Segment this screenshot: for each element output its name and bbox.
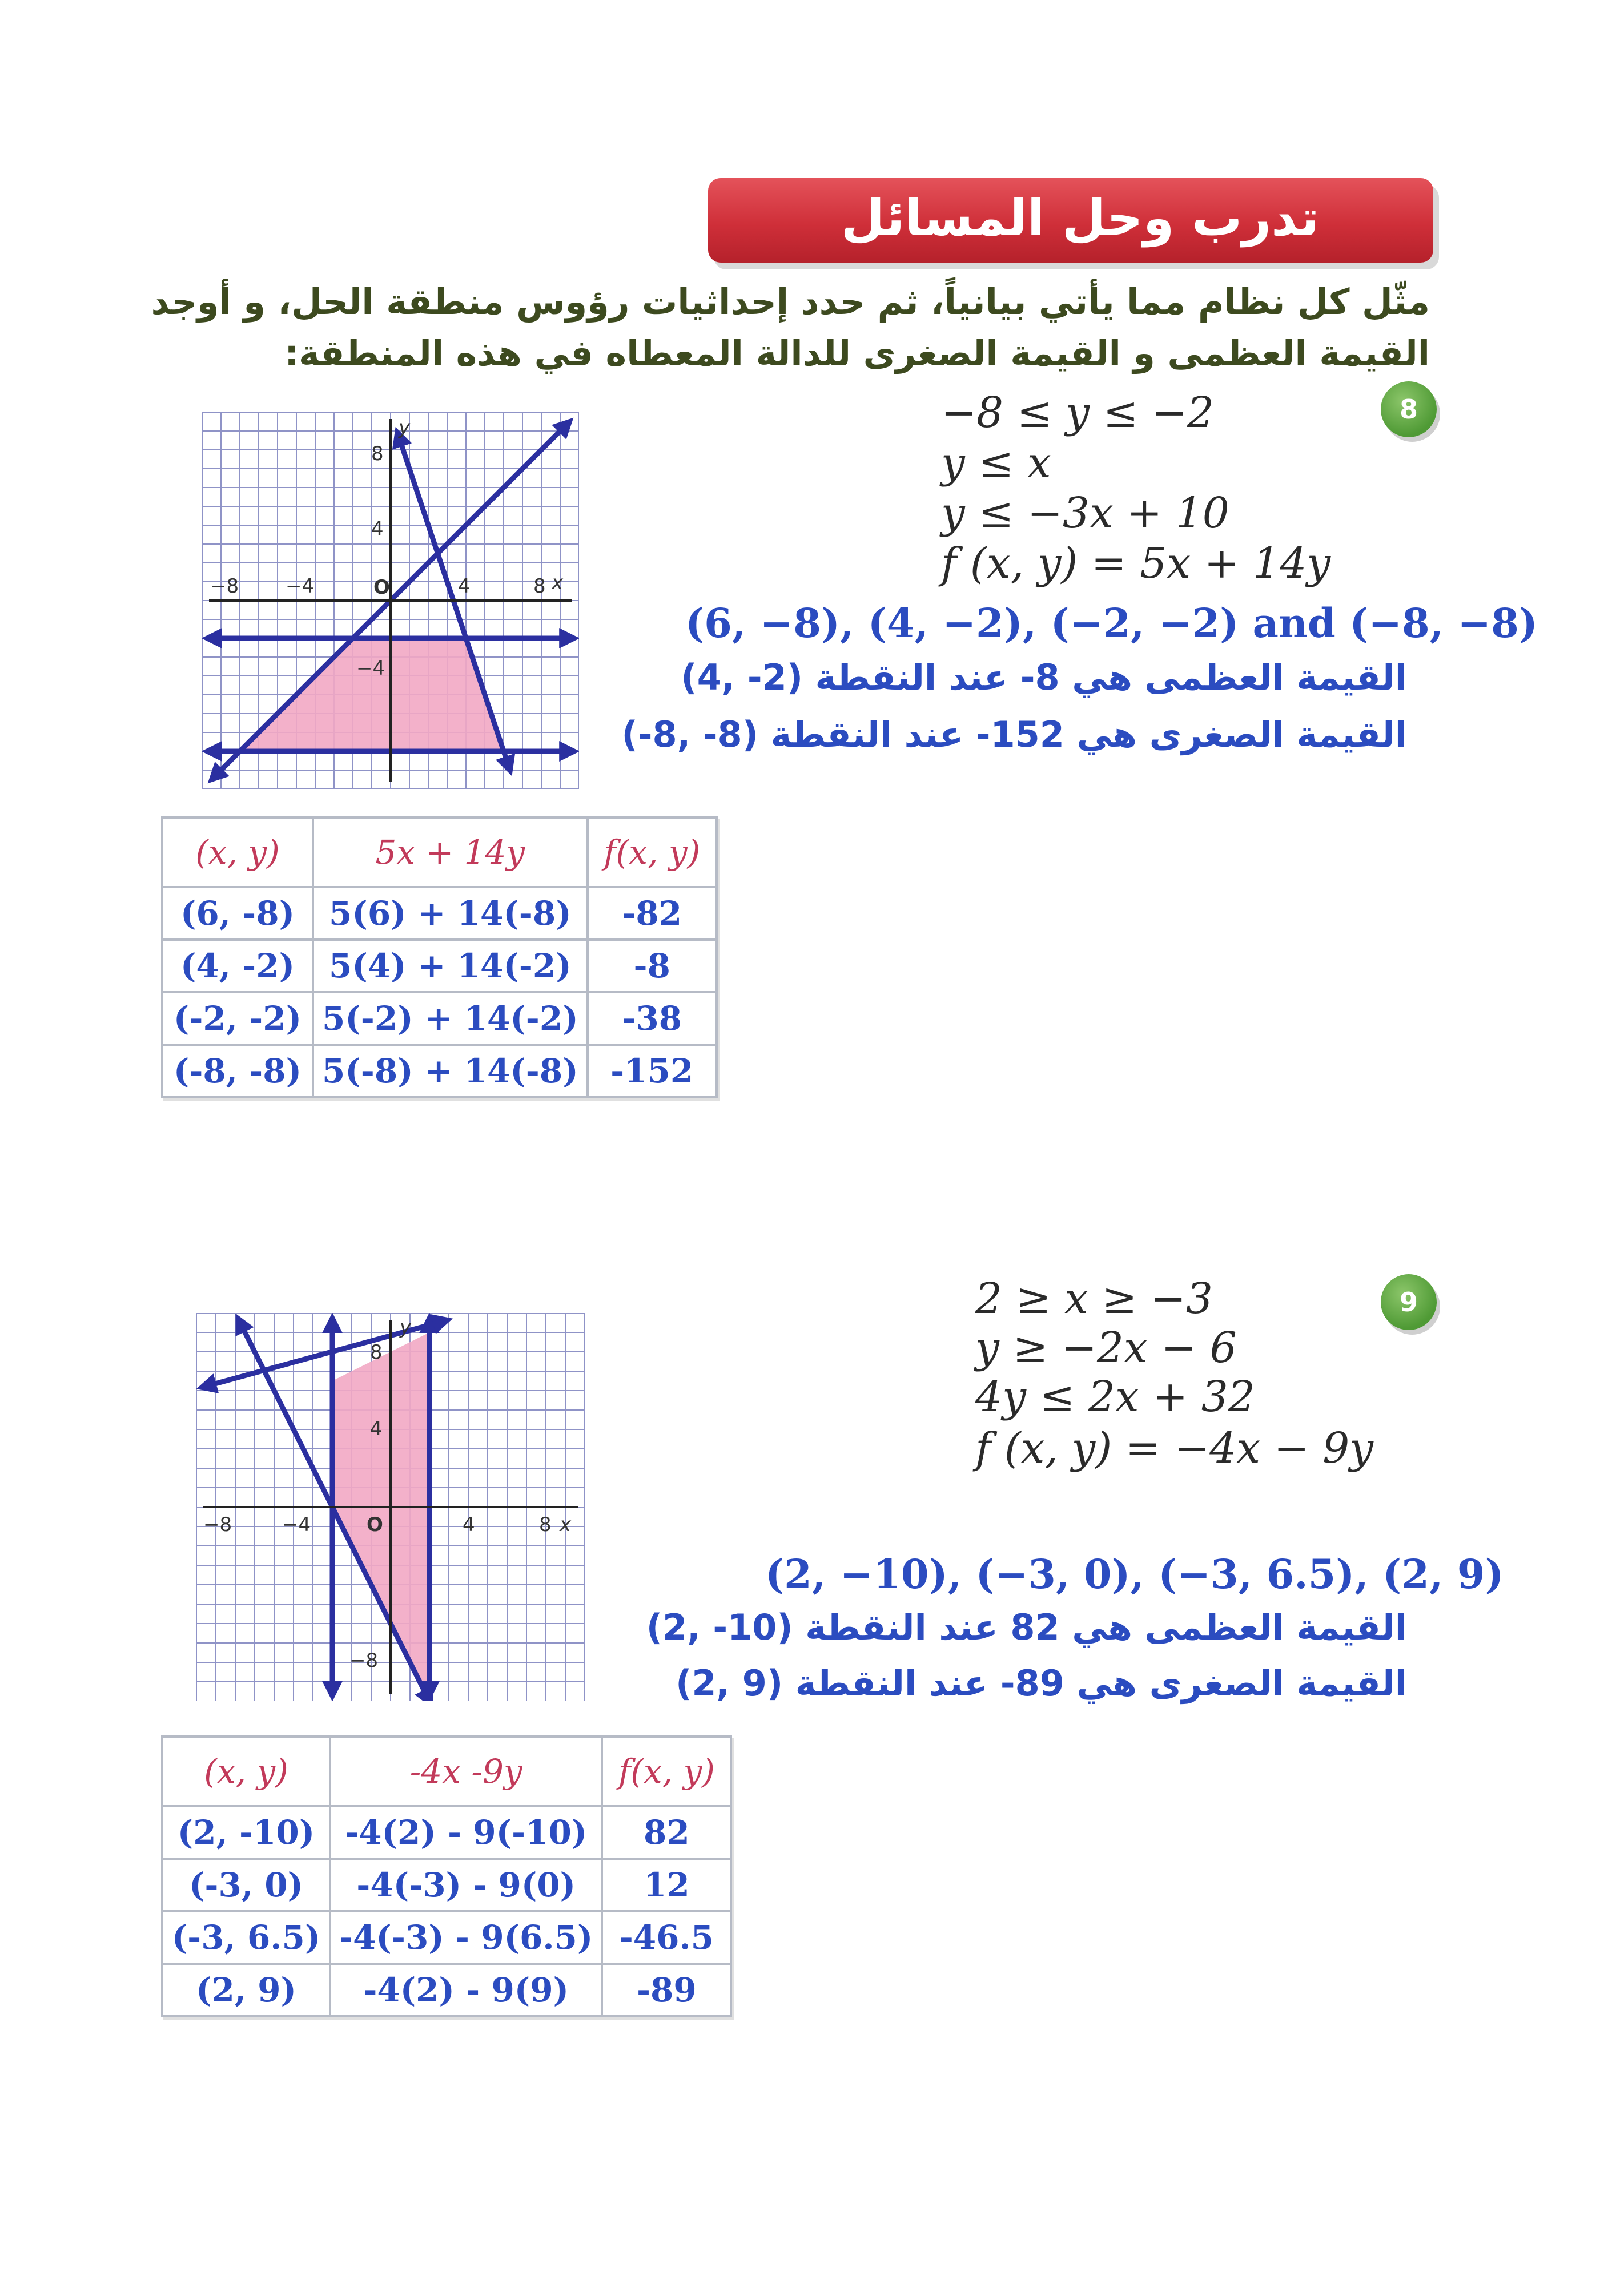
- p9-graph: [196, 1313, 585, 1701]
- table-row: [162, 992, 717, 1045]
- instructions-line-1: مثّل كل نظام مما يأتي بيانياً، ثم حدد إحداثيات رؤوس منطقة الحل، و أوجد: [151, 281, 1430, 323]
- p9-table-header-row: [162, 1737, 731, 1806]
- p9-cell-expression: -4(2) - 9(9): [330, 1964, 602, 2016]
- p8-tick-y-neg4: −4: [356, 657, 385, 680]
- p9-tick-y-neg8: −8: [349, 1649, 379, 1672]
- p8-table-header-row: [162, 817, 717, 887]
- p8-cell-expression: 5(-8) + 14(-8): [313, 1045, 588, 1097]
- p9-cell-value: -89: [602, 1964, 731, 2016]
- p8-cell-point: (6, -8): [162, 887, 313, 940]
- p9-inequality-2: y ≥ −2x − 6: [975, 1323, 1237, 1372]
- p8-inequality-1: −8 ≤ y ≤ −2: [941, 388, 1215, 437]
- p8-cell-expression: 5(4) + 14(-2): [313, 940, 588, 992]
- p8-cell-point: (4, -2): [162, 940, 313, 992]
- p8-tick-x-neg8: −8: [210, 575, 239, 598]
- table-row: [162, 1859, 731, 1911]
- p9-maximum: القيمة العظمى هي 82 عند النقطة (10- ,2): [646, 1606, 1407, 1648]
- p8-cell-expression: 5(-2) + 14(-2): [313, 992, 588, 1045]
- p9-cell-point: (-3, 6.5): [162, 1911, 330, 1964]
- instructions-line-2: القيمة العظمى و القيمة الصغرى للدالة المعطاه في هذه المنطقة:: [284, 332, 1430, 374]
- p9-tick-x-neg8: −8: [203, 1513, 232, 1536]
- p9-cell-expression: -4(-3) - 9(0): [330, 1859, 602, 1911]
- p9-cell-expression: -4(2) - 9(-10): [330, 1806, 602, 1859]
- table-row: [162, 940, 717, 992]
- p8-cell-value: -8: [588, 940, 717, 992]
- p8-tick-x-neg4: −4: [286, 575, 315, 598]
- p9-cell-value: 12: [602, 1859, 731, 1911]
- p9-header-point: (x, y): [162, 1737, 330, 1806]
- p9-x-axis-label: x: [560, 1513, 572, 1536]
- p8-inequality-2: y ≤ x: [941, 438, 1051, 488]
- section-title: تدرب وحل المسائل: [841, 188, 1319, 247]
- p9-cell-point: (2, 9): [162, 1964, 330, 2016]
- p8-cell-value: -38: [588, 992, 717, 1045]
- p8-cell-expression: 5(6) + 14(-8): [313, 887, 588, 940]
- p9-cell-point: (2, -10): [162, 1806, 330, 1859]
- p8-maximum: القيمة العظمى هي 8- عند النقطة (2- ,4): [681, 656, 1407, 698]
- p8-cell-point: (-2, -2): [162, 992, 313, 1045]
- p9-cell-value: 82: [602, 1806, 731, 1859]
- p8-tick-y-8: 8: [371, 442, 384, 465]
- p9-header-value: f(x, y): [602, 1737, 731, 1806]
- p8-inequality-3: y ≤ −3x + 10: [941, 489, 1229, 538]
- table-row: [162, 1911, 731, 1964]
- p8-cell-value: -82: [588, 887, 717, 940]
- p8-header-expression: 5x + 14y: [313, 817, 588, 887]
- table-row: [162, 887, 717, 940]
- p9-tick-x-8: 8: [539, 1513, 552, 1536]
- p9-cell-point: (-3, 0): [162, 1859, 330, 1911]
- p8-cell-point: (-8, -8): [162, 1045, 313, 1097]
- p8-origin-label: O: [373, 576, 390, 599]
- problem-8-number-badge: 8: [1381, 381, 1437, 437]
- p9-header-expression: -4x -9y: [330, 1737, 602, 1806]
- p8-graph: [202, 412, 579, 789]
- p9-tick-y-8: 8: [370, 1341, 383, 1364]
- p8-tick-x-4: 4: [458, 575, 471, 598]
- p9-objective-function: f (x, y) = −4x − 9y: [975, 1424, 1374, 1473]
- table-row: [162, 1806, 731, 1859]
- p9-y-axis-label: y: [400, 1316, 412, 1339]
- p9-tick-x-neg4: −4: [282, 1513, 311, 1536]
- p9-inequality-1: 2 ≥ x ≥ −3: [975, 1274, 1213, 1323]
- p8-tick-x-8: 8: [533, 575, 546, 598]
- p8-tick-y-4: 4: [371, 518, 384, 541]
- p8-y-axis-label: y: [399, 416, 411, 439]
- p9-value-table: [161, 1735, 732, 2017]
- p8-value-table: [161, 816, 718, 1098]
- p9-cell-value: -46.5: [602, 1911, 731, 1964]
- p8-x-axis-label: x: [552, 571, 564, 594]
- p8-header-value: f(x, y): [588, 817, 717, 887]
- table-row: [162, 1964, 731, 2016]
- p9-tick-y-4: 4: [370, 1417, 383, 1440]
- p9-inequality-3: 4y ≤ 2x + 32: [975, 1372, 1255, 1421]
- table-row: [162, 1045, 717, 1097]
- p9-minimum: القيمة الصغرى هي 89- عند النقطة (9 ,2): [676, 1662, 1407, 1704]
- p8-cell-value: -152: [588, 1045, 717, 1097]
- p8-minimum: القيمة الصغرى هي 152- عند النقطة (8- ,8-): [621, 714, 1407, 755]
- section-header: [708, 178, 1433, 263]
- p9-origin-label: O: [367, 1513, 383, 1536]
- p8-header-point: (x, y): [162, 817, 313, 887]
- p8-vertices: (6, −8), (4, −2), (−2, −2) and (−8, −8): [685, 599, 1538, 647]
- p9-vertices: (2, −10), (−3, 0), (−3, 6.5), (2, 9): [765, 1550, 1504, 1598]
- p9-tick-x-4: 4: [463, 1513, 475, 1536]
- p9-cell-expression: -4(-3) - 9(6.5): [330, 1911, 602, 1964]
- problem-9-number-badge: 9: [1381, 1274, 1437, 1330]
- p8-objective-function: f (x, y) = 5x + 14y: [941, 539, 1331, 588]
